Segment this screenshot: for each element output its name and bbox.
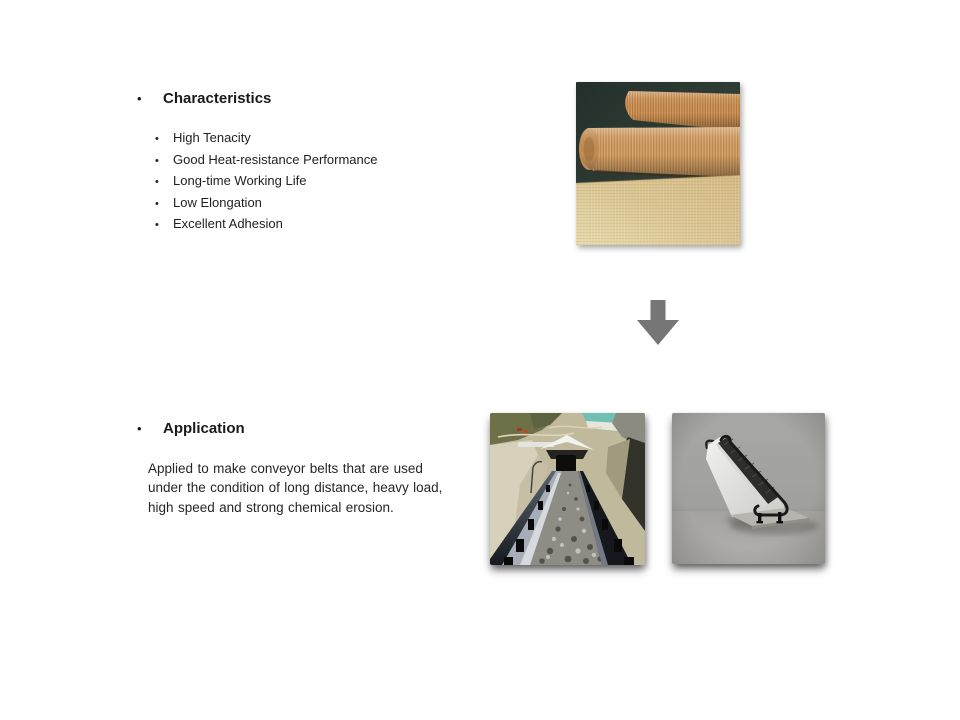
- characteristic-item-label: Long-time Working Life: [173, 173, 307, 189]
- characteristic-item-label: High Tenacity: [173, 130, 251, 145]
- conveyor-belt-illustration: [490, 413, 645, 565]
- characteristic-item: [155, 214, 475, 236]
- down-arrow-icon: [637, 300, 679, 345]
- characteristics-heading-label: Characteristics: [163, 90, 272, 107]
- characteristic-item: [155, 193, 475, 215]
- characteristic-item-label: Excellent Adhesion: [173, 216, 283, 232]
- application-heading-label: Application: [163, 420, 245, 437]
- fabric-rolls-photo: [576, 82, 740, 245]
- bullet-marker: •: [155, 176, 159, 189]
- bullet-marker: •: [155, 133, 159, 145]
- application-body-text: Applied to make conveyor belts that are used under the condition of long distance, heavy load, high speed and strong chemical erosion.: [148, 461, 443, 515]
- characteristics-heading: [137, 90, 457, 107]
- bullet-marker: •: [155, 197, 159, 210]
- characteristic-item: [155, 171, 475, 193]
- bullet-marker: •: [137, 421, 142, 436]
- bullet-marker: •: [155, 154, 159, 167]
- bullet-marker: •: [137, 91, 142, 106]
- characteristic-item: [155, 128, 475, 150]
- conveyor-belt-photo: [490, 413, 645, 565]
- escalator-illustration: [672, 413, 825, 564]
- escalator-photo: [672, 413, 825, 564]
- characteristics-list: [155, 128, 475, 236]
- bullet-marker: •: [155, 219, 159, 232]
- characteristic-item-label: Low Elongation: [173, 194, 262, 210]
- application-heading: [137, 420, 457, 437]
- characteristic-item-label: Good Heat-resistance Performance: [173, 151, 378, 167]
- characteristic-item: [155, 150, 475, 172]
- fabric-rolls-illustration: [576, 82, 740, 245]
